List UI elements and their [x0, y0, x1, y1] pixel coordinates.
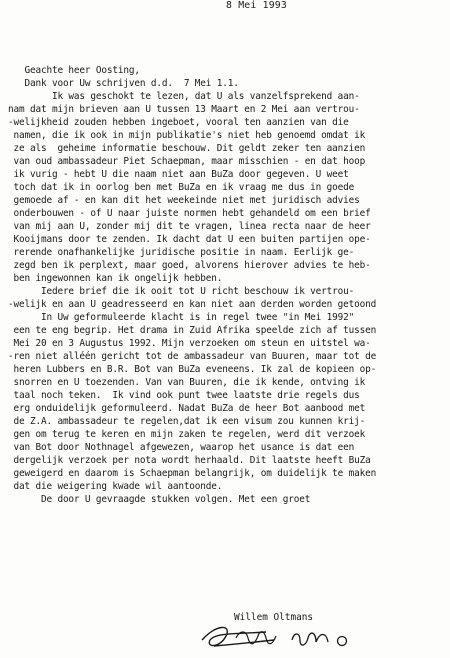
- letter-line: ik vurig - hebt U die naam niet aan BuZa door gegeven. U weet: [8, 169, 349, 180]
- letter-line: ze als geheime informatie beschouw. Dit geldt zeker ten aanzien: [8, 143, 366, 154]
- letter-line: van oud ambassadeur Piet Schaepman, maar misschien - en dat hoop: [8, 156, 366, 167]
- letter-line: Kooijmans door te zenden. Ik dacht dat U een buiten partijen ope-: [8, 234, 371, 245]
- letter-line: van mij aan U, zonder mij dit te vragen, linea recta naar de heer: [8, 221, 371, 232]
- letter-line: In Uw geformuleerde klacht is in regel twee "in Mei 1992": [8, 312, 355, 323]
- signature-name: Willem Oltmans: [234, 612, 314, 623]
- letter-date: 8 Mei 1993: [226, 0, 287, 11]
- letter-line: Mei 20 en 3 Augustus 1992. Mijn verzoeken om steun en uitstel wa-: [8, 338, 371, 349]
- letter-line: -welijkheid zouden hebben ingeboet, vooral ten aanzien van die: [8, 117, 349, 128]
- letter-line: toch dat ik in oorlog ben met BuZa en ik vraag me dus in goede: [8, 182, 355, 193]
- letter-line: Geachte heer Oosting,: [8, 65, 140, 76]
- letter-line: de Z.A. ambassadeur te regelen,dat ik een visum zou kunnen krij-: [8, 416, 366, 427]
- letter-line: van Bot door Nothnagel afgewezen, waarop het usance is dat een: [8, 442, 355, 453]
- letter-line: De door U gevraagde stukken volgen. Met een groet: [8, 494, 311, 505]
- letter-line: Iedere brief die ik ooit tot U richt beschouw ik vertrou-: [8, 286, 355, 297]
- letter-line: gen om terug te keren en mijn zaken te regelen, werd dit verzoek: [8, 429, 366, 440]
- letter-line: Ik was geschokt te lezen, dat U als vanzelfsprekend aan-: [8, 91, 360, 102]
- letter-line: taal noch teken. Ik vind ook punt twee laatste drie regels dus: [8, 390, 360, 401]
- letter-line: een te eng begrip. Het drama in Zuid Afrika speelde zich af tussen: [8, 325, 377, 336]
- letter-line: dergelijk verzoek per nota wordt herhaald. Dit laatste heeft BuZa: [8, 455, 371, 466]
- letter-body: [8, 64, 448, 506]
- letter-line: -ren niet alléén gericht tot de ambassadeur van Buuren, maar tot de: [8, 351, 377, 362]
- letter-line: onderbouwen - of U naar juiste normen hebt gehandeld om een brief: [8, 208, 371, 219]
- letter-line: dat die weigering kwade wil aantoonde.: [8, 481, 223, 492]
- letter-line: ben ingewonnen kan ik ongelijk hebben.: [8, 273, 223, 284]
- letter-line: -welijk en aan U geadresseerd en kan niet aan derden worden getoond: [8, 299, 377, 310]
- letter-line: heren Lubbers en B.R. Bot van BuZa eveneens. Ik zal de kopieen op-: [8, 364, 377, 375]
- letter-line: snorren en U toezenden. Van van Buuren, die ik kende, ontving ik: [8, 377, 366, 388]
- handwritten-signature: [196, 618, 376, 658]
- letter-line: geweigerd en daarom is Schaepman belangrijk, om duidelijk te maken: [8, 468, 377, 479]
- letter-line: gemoede af - en kan dit het weekeinde niet met juridisch advies: [8, 195, 360, 206]
- letter-line: erg onduidelijk geformuleerd. Nadat BuZa de heer Bot aanbood met: [8, 403, 366, 414]
- letter-line: rerende onafhankelijke juridische positie in naam. Eerlijk ge-: [8, 247, 355, 258]
- letter-line: zegd ben ik perplext, maar goed, alvorens hierover advies te heb-: [8, 260, 371, 271]
- letter-line: nam dat mijn brieven aan U tussen 13 Maart en 2 Mei aan vertrou-: [8, 104, 360, 115]
- letter-line: namen, die ik ook in mijn publikatie's niet heb genoemd omdat ik: [8, 130, 366, 141]
- letter-line: Dank voor Uw schrijven d.d. 7 Mei 1.1.: [8, 78, 239, 89]
